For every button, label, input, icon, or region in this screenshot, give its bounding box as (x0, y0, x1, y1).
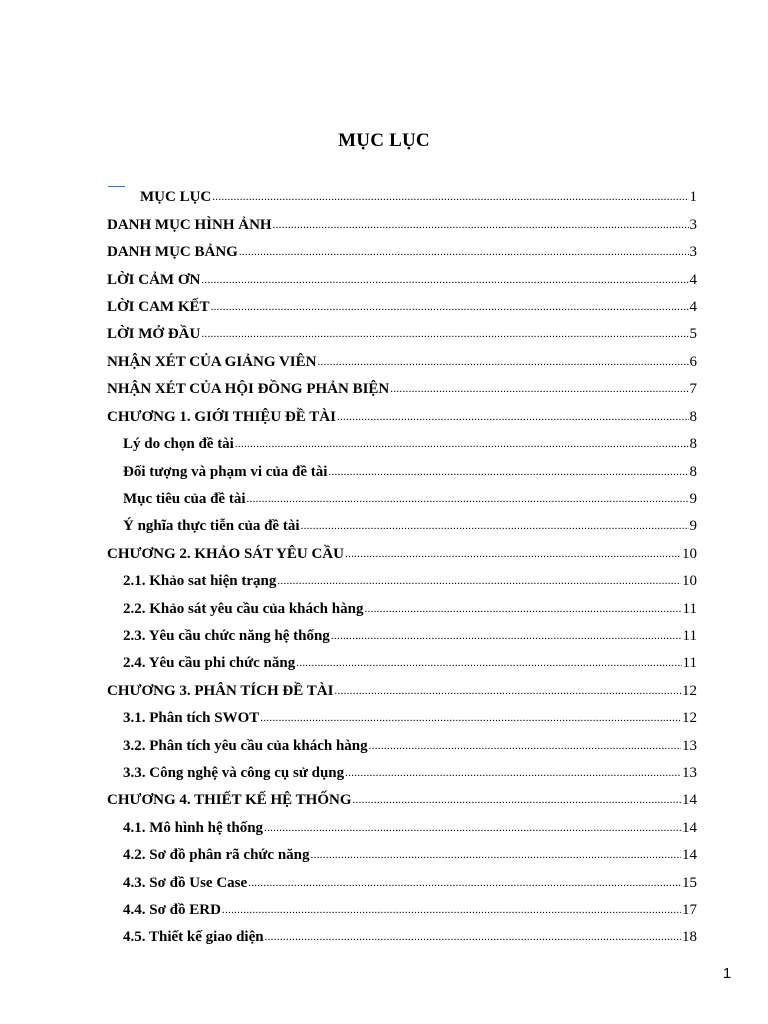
toc-entry-label: LỜI CAM KẾT (107, 299, 210, 315)
toc-leader-dots (301, 516, 689, 536)
toc-entry-page: 4 (689, 299, 697, 315)
toc-leader-dots (331, 626, 682, 646)
toc-entry-page: 17 (682, 902, 697, 918)
toc-leader-dots (364, 599, 681, 619)
toc-entry-label: 3.2. Phân tích yêu cầu của khách hàng (123, 738, 368, 754)
toc-entry-label: Lý do chọn đề tài (123, 436, 234, 452)
toc-entry-label: MỤC LỤC (140, 189, 212, 205)
toc-entry[interactable] (107, 324, 697, 344)
toc-entry[interactable] (123, 763, 697, 783)
toc-entry-page: 13 (682, 765, 697, 781)
toc-entry-page: 14 (682, 847, 697, 863)
toc-entry-label: 2.3. Yêu cầu chức năng hệ thống (123, 628, 330, 644)
toc-entry[interactable] (123, 653, 697, 673)
toc-entry-label: 4.3. Sơ đồ Use Case (123, 875, 248, 891)
toc-entry[interactable] (123, 708, 697, 728)
toc-entry-label: NHẬN XÉT CỦA HỘI ĐỒNG PHẢN BIỆN (107, 381, 390, 397)
toc-entry[interactable] (123, 571, 697, 591)
toc-leader-dots (369, 736, 681, 756)
toc-entry-page: 11 (682, 601, 697, 617)
toc-entry[interactable] (107, 790, 697, 810)
toc-entry[interactable] (123, 626, 697, 646)
toc-leader-dots (296, 653, 681, 673)
toc-entry[interactable] (107, 544, 697, 564)
toc-entry-label: DANH MỤC BẢNG (107, 244, 238, 260)
toc-entry-page: 13 (682, 738, 697, 754)
toc-entry[interactable] (107, 297, 697, 317)
toc-entry-page: 11 (682, 628, 697, 644)
toc-entry-label: CHƯƠNG 1. GIỚI THIỆU ĐỀ TÀI (107, 409, 336, 425)
toc-entry-page: 12 (682, 710, 697, 726)
toc-leader-dots (235, 434, 689, 454)
page-title: MỤC LỤC (338, 130, 430, 151)
toc-entry[interactable] (107, 270, 697, 290)
toc-entry-label: Mục tiêu của đề tài (123, 491, 246, 507)
toc-entry[interactable] (107, 407, 697, 427)
toc-entry[interactable] (107, 215, 697, 235)
toc-entry-label: 4.5. Thiết kế giao diện (123, 929, 264, 945)
toc-entry-label: Ý nghĩa thực tiễn của đề tài (123, 518, 300, 534)
toc-entry-page: 10 (682, 546, 697, 562)
toc-entry-page: 15 (682, 875, 697, 891)
toc-entry-page: 14 (682, 820, 697, 836)
toc-entry-page: 14 (682, 792, 697, 808)
toc-leader-dots (239, 242, 689, 262)
toc-entry-label: 4.4. Sơ đồ ERD (123, 902, 221, 918)
toc-leader-dots (212, 187, 688, 207)
toc-entry-page: 9 (689, 491, 697, 507)
toc-entry-page: 4 (689, 272, 697, 288)
toc-entry-label: 3.1. Phân tích SWOT (123, 710, 260, 726)
toc-entry[interactable] (107, 242, 697, 262)
toc-entry[interactable] (123, 736, 697, 756)
toc-entry-label: DANH MỤC HÌNH ẢNH (107, 217, 272, 233)
toc-entry[interactable] (107, 379, 697, 399)
toc-entry-label: CHƯƠNG 2. KHẢO SÁT YÊU CẦU (107, 546, 344, 562)
toc-entry-page: 6 (689, 354, 697, 370)
toc-entry[interactable] (123, 516, 697, 536)
toc-entry-label: 3.3. Công nghệ và công cụ sử dụng (123, 765, 345, 781)
toc-entry-label: 4.2. Sơ đồ phân rã chức năng (123, 847, 310, 863)
page-number: 1 (722, 965, 732, 982)
toc-leader-dots (334, 681, 681, 701)
toc-entry-label: CHƯƠNG 4. THIẾT KẾ HỆ THỐNG (107, 792, 352, 808)
toc-leader-dots (345, 544, 681, 564)
toc-entry[interactable] (140, 187, 697, 207)
toc-leader-dots (311, 845, 681, 865)
toc-entry[interactable] (123, 900, 697, 920)
toc-entry-page: 5 (689, 326, 697, 342)
toc-leader-dots (317, 352, 688, 372)
toc-leader-dots (265, 927, 681, 947)
toc-entry-label: Đối tượng và phạm vi của đề tài (123, 464, 328, 480)
toc-entry-page: 10 (682, 573, 697, 589)
toc-leader-dots (328, 462, 688, 482)
toc-entry-page: 1 (689, 189, 697, 205)
toc-entry-page: 8 (689, 436, 697, 452)
toc-entry-label: LỜI MỞ ĐẦU (107, 326, 201, 342)
toc-entry[interactable] (123, 489, 697, 509)
toc-entry-page: 3 (689, 217, 697, 233)
toc-entry-label: 2.4. Yêu cầu phi chức năng (123, 655, 296, 671)
toc-entry[interactable] (123, 462, 697, 482)
toc-entry[interactable] (107, 352, 697, 372)
toc-entry[interactable] (123, 599, 697, 619)
toc-leader-dots (337, 407, 689, 427)
toc-entry-label: NHẬN XÉT CỦA GIẢNG VIÊN (107, 354, 317, 370)
toc-leader-dots (248, 873, 681, 893)
toc-entry[interactable] (123, 818, 697, 838)
toc-leader-dots (273, 215, 689, 235)
toc-leader-dots (353, 790, 682, 810)
toc-entry-page: 11 (682, 655, 697, 671)
toc-entry-label: 2.1. Khảo sat hiện trạng (123, 573, 277, 589)
toc-entry[interactable] (123, 434, 697, 454)
toc-entry[interactable] (123, 873, 697, 893)
toc-entry-label: 2.2. Khảo sát yêu cầu của khách hàng (123, 601, 364, 617)
toc-leader-dots (201, 324, 688, 344)
toc-leader-dots (222, 900, 681, 920)
toc-entry-page: 18 (682, 929, 697, 945)
toc-leader-dots (246, 489, 688, 509)
toc-entry-label: CHƯƠNG 3. PHÂN TÍCH ĐỀ TÀI (107, 683, 334, 699)
toc-entry-page: 8 (689, 464, 697, 480)
toc-entry-label: LỜI CẢM ƠN (107, 272, 201, 288)
toc-entry-page: 12 (682, 683, 697, 699)
cursor-mark (108, 186, 125, 187)
toc-leader-dots (390, 379, 688, 399)
toc-leader-dots (201, 270, 688, 290)
toc-entry-page: 7 (689, 381, 697, 397)
toc-entry[interactable] (107, 681, 697, 701)
toc-leader-dots (211, 297, 689, 317)
toc-entry-page: 3 (689, 244, 697, 260)
toc-entry[interactable] (123, 845, 697, 865)
toc-leader-dots (277, 571, 681, 591)
toc-entry-page: 9 (689, 518, 697, 534)
toc-leader-dots (260, 708, 681, 728)
toc-leader-dots (264, 818, 681, 838)
toc-leader-dots (345, 763, 681, 783)
toc-entry-page: 8 (689, 409, 697, 425)
toc-entry-label: 4.1. Mô hình hệ thống (123, 820, 264, 836)
toc-entry[interactable] (123, 927, 697, 947)
